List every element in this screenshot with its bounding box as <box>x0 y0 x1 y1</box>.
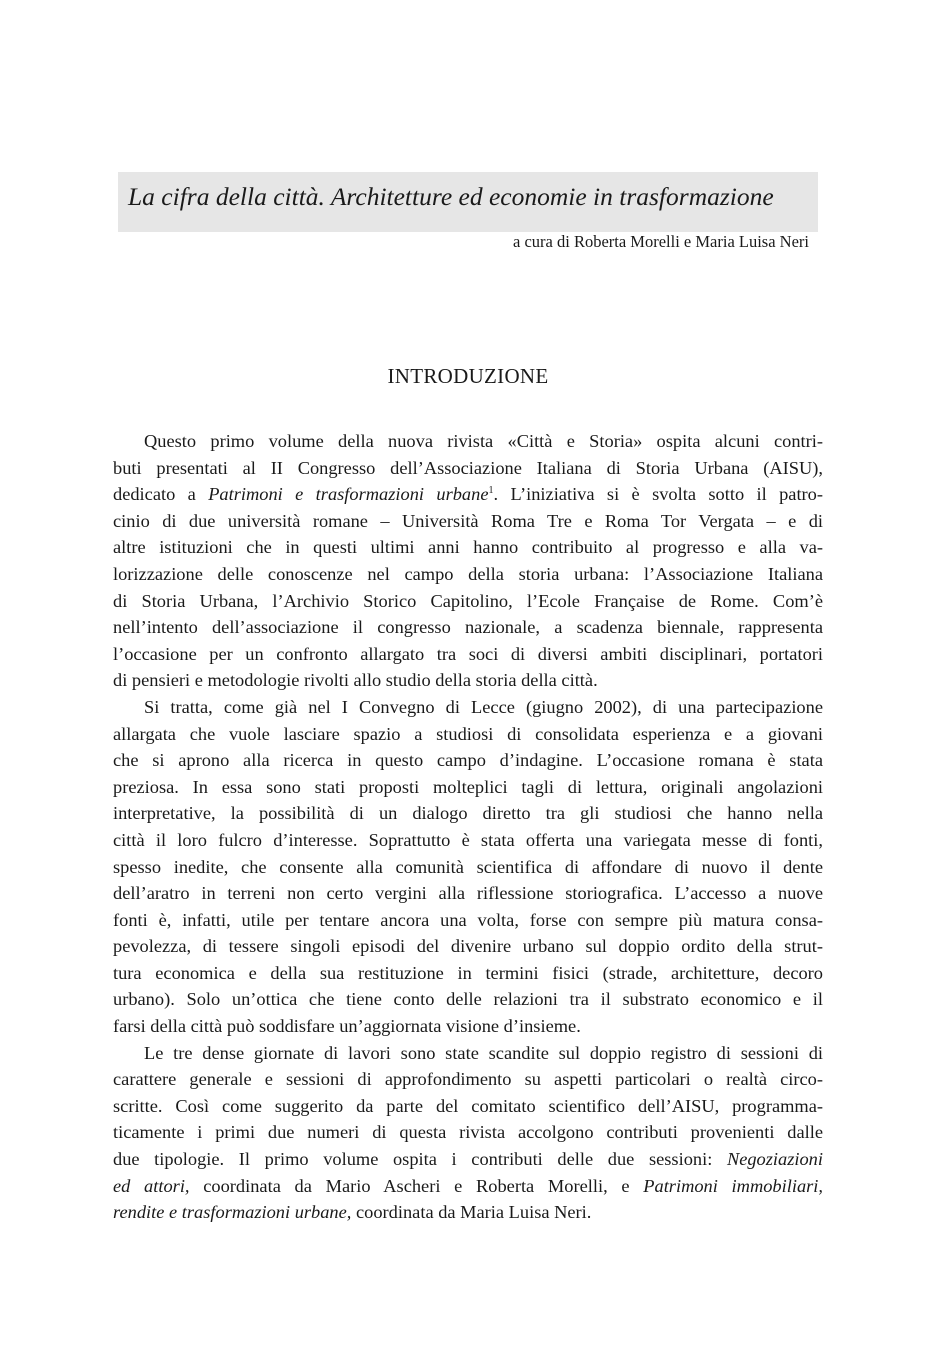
text-line: ticamente i primi due numeri di questa rivista accolgono contributi provenienti dalle <box>113 1122 823 1143</box>
text-line: ed attori, coordinata da Mario Ascheri e Roberta Morelli, e Patrimoni immobiliari, <box>113 1175 824 1196</box>
paragraph <box>113 1040 823 1226</box>
text-line: preziosa. In essa sono stati proposti molteplici tagli di lettura, originali angolazioni <box>113 776 823 797</box>
text-line: buti presentati al II Congresso dell’Associazione Italiana di Storia Urbana (AISU), <box>113 457 823 478</box>
text-line: città il loro fulcro d’interesse. Soprattutto è stata offerta una variegata messe di fonti, <box>113 829 823 850</box>
italic-session-name: rendite e trasformazioni urbane, <box>113 1202 352 1223</box>
book-title: La cifra della città. Architetture ed economie in trasformazione <box>128 182 774 211</box>
paragraph <box>113 694 823 1040</box>
text-line: Le tre dense giornate di lavori sono state scandite sul doppio registro di sessioni di <box>144 1042 823 1063</box>
body-text <box>113 428 823 1226</box>
text-line: altre istituzioni che in questi ultimi anni hanno contribuito al progresso e alla va- <box>113 537 823 558</box>
text-line: di pensieri e metodologie rivolti allo studio della storia della città. <box>113 670 598 691</box>
text-line: dedicato a Patrimoni e trasformazioni urbane$^1$. L’iniziativa si è svolta sotto il patro- <box>113 484 824 505</box>
italic-session-name: Patrimoni immobiliari, <box>643 1175 824 1196</box>
text-line: cinio di due università romane – Università Roma Tre e Roma Tor Vergata – e di <box>113 510 823 531</box>
text-line: che si aprono alla ricerca in questo campo d’indagine. L’occasione romana è stata <box>113 750 823 771</box>
text-line: tura economica e della sua restituzione in termini fisici (strade, architetture, decoro <box>113 962 823 983</box>
text-line: lorizzazione delle conoscenze nel campo della storia urbana: l’Associazione Italiana <box>113 563 823 584</box>
footnote-marker[interactable]: 1 <box>488 485 494 497</box>
text-line: due tipologie. Il primo volume ospita i contributi delle due sessioni: Negoziazioni <box>113 1149 823 1170</box>
text-line: allargata che vuole lasciare spazio a studiosi di consolidata esperienza e a giovani <box>113 723 823 744</box>
text-line: urbano). Solo un’ottica che tiene conto delle relazioni tra il substrato economico e il <box>113 989 823 1010</box>
text-line: nell’intento dell’associazione il congresso nazionale, a scadenza biennale, rappresenta <box>113 617 823 638</box>
text-line: interpretative, la possibilità di un dialogo diretto tra gli studiosi che hanno nella <box>113 803 823 824</box>
text-line: fonti è, infatti, utile per tentare ancora una volta, forse con sempre più matura consa- <box>113 909 823 930</box>
text-line: rendite e trasformazioni urbane, coordinata da Maria Luisa Neri. <box>113 1202 592 1223</box>
paragraph <box>113 428 823 694</box>
text-line: Si tratta, come già nel I Convegno di Lecce (giugno 2002), di una partecipazione <box>144 696 823 717</box>
text-line: di Storia Urbana, l’Archivio Storico Capitolino, l’Ecole Française de Rome. Com’è <box>113 590 823 611</box>
text-line: Questo primo volume della nuova rivista «Città e Storia» ospita alcuni contri- <box>144 431 823 451</box>
italic-session-name: ed attori, <box>113 1175 190 1196</box>
editors-credit: a cura di Roberta Morelli e Maria Luisa Neri <box>513 232 809 251</box>
section-heading: INTRODUZIONE <box>387 364 549 388</box>
text-line: pevolezza, di tessere singoli episodi del divenire urbano sul doppio ordito della strut- <box>113 936 823 957</box>
text-line: dell’aratro in terreni non certo vergini alla riflessione storiografica. L’accesso a nuove <box>113 883 823 904</box>
text-line: l’occasione per un confronto allargato tra soci di diversi ambiti disciplinari, portatori <box>113 643 823 664</box>
italic-session-name: Negoziazioni <box>726 1149 823 1170</box>
italic-title: Patrimoni e trasformazioni urbane <box>208 484 489 505</box>
text-line: spesso inedite, che consente alla comunità scientifica di affondare di nuovo il dente <box>113 856 823 877</box>
text-line: scritte. Così come suggerito da parte del comitato scientifico dell’AISU, programma- <box>113 1095 823 1116</box>
text-line: carattere generale e sessioni di approfondimento su aspetti particolari o realtà circo- <box>113 1069 823 1090</box>
text-line: farsi della città può soddisfare un’aggiornata visione d’insieme. <box>113 1016 581 1037</box>
